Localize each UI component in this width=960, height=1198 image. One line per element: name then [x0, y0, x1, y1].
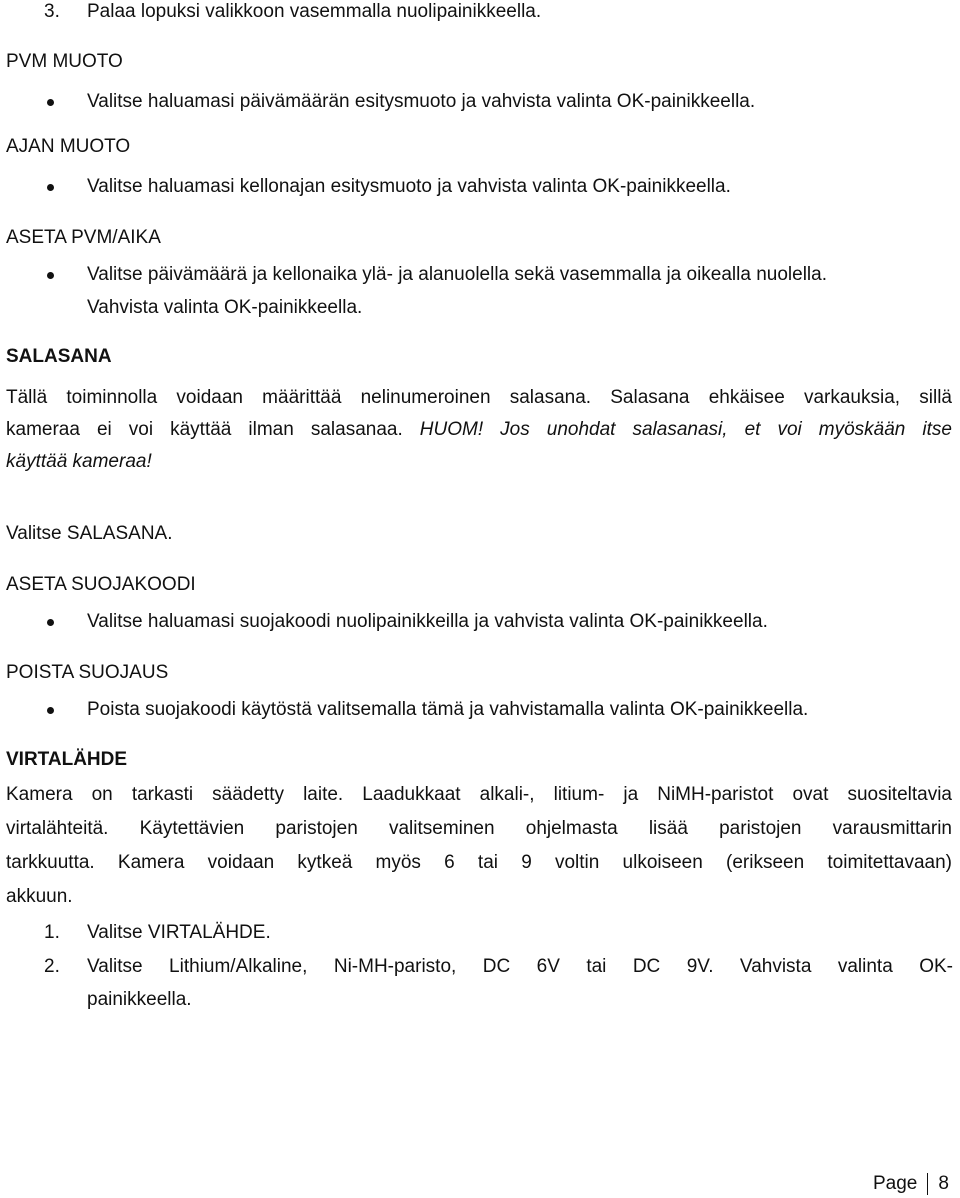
bullet-text-aseta-pvm-aika-2: Vahvista valinta OK-painikkeella. — [87, 297, 363, 318]
step-text: Valitse VIRTALÄHDE. — [87, 922, 271, 943]
bullet-text-poista-suojaus: Poista suojakoodi käytöstä valitsemalla tämä ja vahvistamalla valinta OK-painikkeella. — [87, 699, 809, 720]
salasana-warning-italic-end: käyttää kameraa! — [6, 451, 152, 472]
step-text-line-2: painikkeella. — [87, 989, 192, 1010]
footer-divider — [927, 1173, 928, 1195]
heading-ajan-muoto: AJAN MUOTO — [6, 136, 131, 157]
heading-aseta-pvm-aika: ASETA PVM/AIKA — [6, 227, 161, 248]
page-label: Page — [873, 1173, 918, 1194]
salasana-paragraph-line-1: Tällä toiminnolla voidaan määrittää nelinumeroinen salasana. Salasana ehkäisee varkauksia, sillä — [6, 387, 952, 408]
salasana-text-normal: kameraa ei voi käyttää ilman salasanaa. — [6, 419, 403, 440]
bullet-text-ajan-muoto: Valitse haluamasi kellonajan esitysmuoto ja vahvista valinta OK-painikkeella. — [87, 176, 731, 197]
bullet-icon — [47, 272, 54, 279]
heading-virtalahde: VIRTALÄHDE — [6, 749, 128, 770]
salasana-warning-italic: HUOM! Jos unohdat salasanasi, et voi myöskään itse — [419, 419, 952, 440]
bullet-icon — [47, 184, 54, 191]
bullet-text-aseta-suojakoodi: Valitse haluamasi suojakoodi nuolipainikkeilla ja vahvista valinta OK-painikkeella. — [87, 611, 768, 632]
step-text-line-1: Valitse Lithium/Alkaline, Ni-MH-paristo, DC 6V tai DC 9V. Vahvista valinta OK- — [87, 956, 953, 977]
page-number: 8 — [938, 1173, 949, 1194]
salasana-paragraph-line-2 — [6, 416, 952, 444]
bullet-icon — [47, 619, 54, 626]
heading-aseta-suojakoodi: ASETA SUOJAKOODI — [6, 574, 196, 595]
step-text: Palaa lopuksi valikkoon vasemmalla nuolipainikkeella. — [87, 1, 542, 22]
heading-salasana: SALASANA — [6, 346, 112, 367]
virtalahde-paragraph-line-4: akkuun. — [6, 886, 73, 907]
virtalahde-paragraph-line-2: virtalähteitä. Käytettävien paristojen valitseminen ohjelmasta lisää paristojen varausmittarin — [6, 818, 952, 839]
bullet-icon — [47, 707, 54, 714]
virtalahde-paragraph-line-1: Kamera on tarkasti säädetty laite. Laadukkaat alkali-, litium- ja NiMH-paristot ovat suositeltavia — [6, 784, 952, 805]
step-number: 3. — [44, 1, 60, 22]
bullet-icon — [47, 99, 54, 106]
page-footer — [873, 1170, 949, 1198]
bullet-text-aseta-pvm-aika-1: Valitse päivämäärä ja kellonaika ylä- ja alanuolella sekä vasemmalla ja oikealla nuolella. — [87, 264, 827, 285]
virtalahde-paragraph-line-3: tarkkuutta. Kamera voidaan kytkeä myös 6 tai 9 voltin ulkoiseen (erikseen toimitettavaan) — [6, 852, 952, 873]
salasana-instruction: Valitse SALASANA. — [6, 523, 173, 544]
bullet-text-pvm-muoto: Valitse haluamasi päivämäärän esitysmuoto ja vahvista valinta OK-painikkeella. — [87, 91, 756, 112]
heading-pvm-muoto: PVM MUOTO — [6, 51, 123, 72]
step-number: 1. — [44, 922, 60, 943]
heading-poista-suojaus: POISTA SUOJAUS — [6, 662, 169, 683]
step-number: 2. — [44, 956, 60, 977]
